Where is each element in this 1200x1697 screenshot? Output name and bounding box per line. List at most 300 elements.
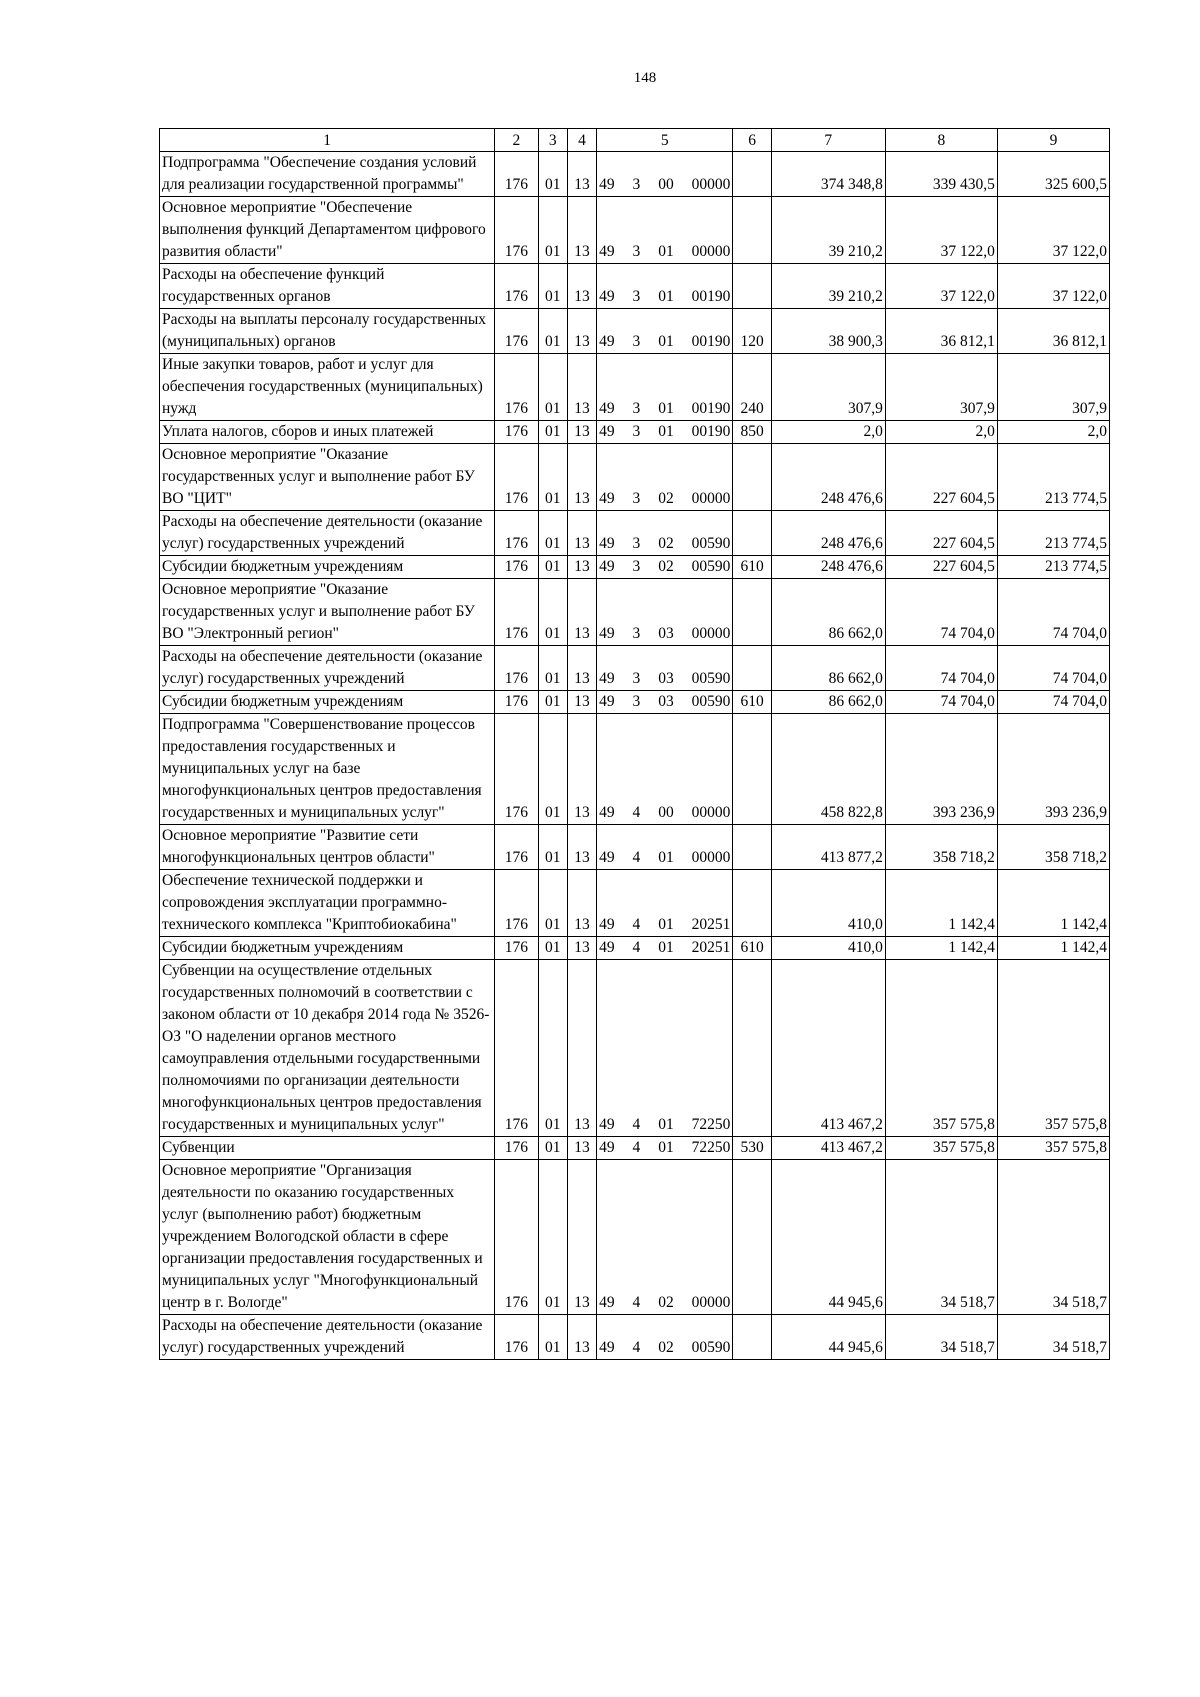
target-article-parts <box>599 668 730 690</box>
code-part: 02 <box>658 535 674 552</box>
code-part: 49 <box>599 849 615 866</box>
amount-col7: 86 662,0 <box>771 646 885 691</box>
amount-col8: 357 575,8 <box>885 960 997 1137</box>
code-part: 3 <box>632 558 641 575</box>
chapter-code: 176 <box>495 152 538 197</box>
target-article-parts <box>599 331 730 353</box>
row-name: Расходы на обеспечение деятельности (оказание услуг) государственных учреждений <box>160 1315 495 1360</box>
amount-col7: 248 476,6 <box>771 556 885 579</box>
code-part: 02 <box>658 490 674 507</box>
code-part: 00 <box>658 804 674 821</box>
table-row <box>160 444 1110 511</box>
code-part: 01 <box>658 423 674 440</box>
header-row <box>160 129 1110 152</box>
expense-type-code: 530 <box>733 1137 771 1160</box>
chapter-code: 176 <box>495 1315 538 1360</box>
code-part: 00190 <box>691 400 731 417</box>
amount-col7: 307,9 <box>771 354 885 421</box>
table-row <box>160 1137 1110 1160</box>
code-part: 3 <box>632 288 641 305</box>
expense-type-code <box>733 825 771 870</box>
table-row <box>160 264 1110 309</box>
row-name: Субсидии бюджетным учреждениям <box>160 937 495 960</box>
section-code: 01 <box>538 870 567 937</box>
section-code: 01 <box>538 646 567 691</box>
expense-type-code <box>733 646 771 691</box>
column-header: 4 <box>567 129 596 152</box>
code-part: 3 <box>632 243 641 260</box>
code-part: 3 <box>632 333 641 350</box>
expense-type-code <box>733 264 771 309</box>
target-article-code <box>597 714 733 825</box>
code-part: 49 <box>599 535 615 552</box>
amount-col7: 2,0 <box>771 421 885 444</box>
amount-col9: 357 575,8 <box>997 960 1109 1137</box>
column-header: 1 <box>160 129 495 152</box>
code-part: 4 <box>632 1139 641 1156</box>
chapter-code: 176 <box>495 579 538 646</box>
target-article-parts <box>599 691 730 713</box>
amount-col8: 37 122,0 <box>885 264 997 309</box>
subsection-code: 13 <box>567 556 596 579</box>
code-part: 00000 <box>691 176 731 193</box>
code-part: 49 <box>599 1139 615 1156</box>
chapter-code: 176 <box>495 937 538 960</box>
section-code: 01 <box>538 197 567 264</box>
budget-table <box>159 128 1110 1360</box>
code-part: 49 <box>599 670 615 687</box>
column-header: 8 <box>885 129 997 152</box>
section-code: 01 <box>538 511 567 556</box>
amount-col8: 74 704,0 <box>885 646 997 691</box>
code-part: 49 <box>599 693 615 710</box>
chapter-code: 176 <box>495 1137 538 1160</box>
amount-col9: 34 518,7 <box>997 1160 1109 1315</box>
amount-col9: 74 704,0 <box>997 691 1109 714</box>
subsection-code: 13 <box>567 197 596 264</box>
target-article-code <box>597 197 733 264</box>
code-part: 72250 <box>691 1139 731 1156</box>
chapter-code: 176 <box>495 511 538 556</box>
section-code: 01 <box>538 960 567 1137</box>
target-article-code <box>597 691 733 714</box>
code-part: 03 <box>658 670 674 687</box>
subsection-code: 13 <box>567 579 596 646</box>
table-row <box>160 197 1110 264</box>
amount-col9: 213 774,5 <box>997 556 1109 579</box>
chapter-code: 176 <box>495 1160 538 1315</box>
amount-col9: 357 575,8 <box>997 1137 1109 1160</box>
code-part: 4 <box>632 939 641 956</box>
table-row <box>160 1160 1110 1315</box>
amount-col7: 410,0 <box>771 937 885 960</box>
section-code: 01 <box>538 1137 567 1160</box>
expense-type-code <box>733 1160 771 1315</box>
code-part: 20251 <box>691 916 731 933</box>
target-article-parts <box>599 488 730 510</box>
row-name: Субвенции <box>160 1137 495 1160</box>
target-article-code <box>597 152 733 197</box>
chapter-code: 176 <box>495 825 538 870</box>
section-code: 01 <box>538 714 567 825</box>
code-part: 3 <box>632 693 641 710</box>
amount-col8: 2,0 <box>885 421 997 444</box>
code-part: 01 <box>658 1139 674 1156</box>
chapter-code: 176 <box>495 444 538 511</box>
code-part: 49 <box>599 288 615 305</box>
table-row <box>160 511 1110 556</box>
amount-col9: 1 142,4 <box>997 937 1109 960</box>
target-article-parts <box>599 556 730 578</box>
target-article-parts <box>599 914 730 936</box>
target-article-parts <box>599 1114 730 1136</box>
subsection-code: 13 <box>567 511 596 556</box>
code-part: 00590 <box>691 1339 731 1356</box>
chapter-code: 176 <box>495 714 538 825</box>
subsection-code: 13 <box>567 152 596 197</box>
target-article-parts <box>599 802 730 824</box>
code-part: 00000 <box>691 849 731 866</box>
amount-col7: 410,0 <box>771 870 885 937</box>
expense-type-code <box>733 152 771 197</box>
amount-col9: 74 704,0 <box>997 579 1109 646</box>
target-article-code <box>597 646 733 691</box>
amount-col9: 34 518,7 <box>997 1315 1109 1360</box>
expense-type-code: 240 <box>733 354 771 421</box>
code-part: 02 <box>658 1294 674 1311</box>
column-header: 5 <box>597 129 733 152</box>
code-part: 49 <box>599 1116 615 1133</box>
expense-type-code <box>733 511 771 556</box>
code-part: 3 <box>632 400 641 417</box>
section-code: 01 <box>538 309 567 354</box>
target-article-code <box>597 511 733 556</box>
code-part: 00190 <box>691 333 731 350</box>
target-article-parts <box>599 1137 730 1159</box>
target-article-code <box>597 937 733 960</box>
page-number: 148 <box>633 70 657 86</box>
amount-col7: 413 467,2 <box>771 1137 885 1160</box>
code-part: 00190 <box>691 423 731 440</box>
row-name: Подпрограмма "Совершенствование процессов предоставления государственных и муниципальных услуг на базе многофункциональных центров предоставления государственных и муниципальных услуг" <box>160 714 495 825</box>
code-part: 72250 <box>691 1116 731 1133</box>
subsection-code: 13 <box>567 825 596 870</box>
row-name: Обеспечение технической поддержки и сопровождения эксплуатации программно-технического комплекса "Криптобиокабина" <box>160 870 495 937</box>
subsection-code: 13 <box>567 714 596 825</box>
target-article-code <box>597 960 733 1137</box>
code-part: 03 <box>658 693 674 710</box>
chapter-code: 176 <box>495 354 538 421</box>
target-article-parts <box>599 937 730 959</box>
code-part: 3 <box>632 423 641 440</box>
expense-type-code <box>733 870 771 937</box>
code-part: 49 <box>599 1339 615 1356</box>
chapter-code: 176 <box>495 556 538 579</box>
chapter-code: 176 <box>495 646 538 691</box>
column-header: 9 <box>997 129 1109 152</box>
table-body <box>160 152 1110 1360</box>
chapter-code: 176 <box>495 421 538 444</box>
code-part: 3 <box>632 535 641 552</box>
row-name: Основное мероприятие "Развитие сети многофункциональных центров области" <box>160 825 495 870</box>
table-row <box>160 870 1110 937</box>
row-name: Основное мероприятие "Оказание государственных услуг и выполнение работ БУ ВО "Электронный регион" <box>160 579 495 646</box>
amount-col7: 248 476,6 <box>771 511 885 556</box>
code-part: 00000 <box>691 243 731 260</box>
section-code: 01 <box>538 421 567 444</box>
code-part: 01 <box>658 400 674 417</box>
target-article-parts <box>599 533 730 555</box>
code-part: 00590 <box>691 535 731 552</box>
target-article-parts <box>599 1292 730 1314</box>
code-part: 3 <box>632 490 641 507</box>
expense-type-code: 610 <box>733 937 771 960</box>
column-header: 6 <box>733 129 771 152</box>
code-part: 4 <box>632 1339 641 1356</box>
expense-type-code <box>733 960 771 1137</box>
amount-col8: 358 718,2 <box>885 825 997 870</box>
subsection-code: 13 <box>567 691 596 714</box>
section-code: 01 <box>538 444 567 511</box>
amount-col9: 358 718,2 <box>997 825 1109 870</box>
target-article-code <box>597 579 733 646</box>
column-header: 3 <box>538 129 567 152</box>
code-part: 3 <box>632 670 641 687</box>
code-part: 20251 <box>691 939 731 956</box>
amount-col7: 413 877,2 <box>771 825 885 870</box>
amount-col8: 393 236,9 <box>885 714 997 825</box>
amount-col7: 413 467,2 <box>771 960 885 1137</box>
amount-col7: 44 945,6 <box>771 1315 885 1360</box>
amount-col8: 357 575,8 <box>885 1137 997 1160</box>
target-article-parts <box>599 286 730 308</box>
code-part: 49 <box>599 1294 615 1311</box>
target-article-code <box>597 354 733 421</box>
amount-col9: 36 812,1 <box>997 309 1109 354</box>
code-part: 49 <box>599 423 615 440</box>
code-part: 00000 <box>691 1294 731 1311</box>
code-part: 00 <box>658 176 674 193</box>
amount-col8: 36 812,1 <box>885 309 997 354</box>
expense-type-code: 610 <box>733 691 771 714</box>
code-part: 49 <box>599 916 615 933</box>
subsection-code: 13 <box>567 870 596 937</box>
code-part: 01 <box>658 1116 674 1133</box>
chapter-code: 176 <box>495 309 538 354</box>
table-row <box>160 309 1110 354</box>
target-article-code <box>597 556 733 579</box>
amount-col7: 86 662,0 <box>771 691 885 714</box>
subsection-code: 13 <box>567 444 596 511</box>
chapter-code: 176 <box>495 960 538 1137</box>
expense-type-code <box>733 197 771 264</box>
code-part: 4 <box>632 849 641 866</box>
target-article-parts <box>599 623 730 645</box>
code-part: 3 <box>632 625 641 642</box>
code-part: 49 <box>599 490 615 507</box>
amount-col9: 213 774,5 <box>997 444 1109 511</box>
section-code: 01 <box>538 264 567 309</box>
table-row <box>160 714 1110 825</box>
code-part: 01 <box>658 939 674 956</box>
code-part: 49 <box>599 333 615 350</box>
code-part: 49 <box>599 804 615 821</box>
code-part: 4 <box>632 1116 641 1133</box>
code-part: 00590 <box>691 558 731 575</box>
code-part: 4 <box>632 916 641 933</box>
code-part: 49 <box>599 243 615 260</box>
amount-col7: 248 476,6 <box>771 444 885 511</box>
code-part: 00000 <box>691 804 731 821</box>
target-article-code <box>597 309 733 354</box>
row-name: Уплата налогов, сборов и иных платежей <box>160 421 495 444</box>
code-part: 00190 <box>691 288 731 305</box>
row-name: Расходы на обеспечение деятельности (оказание услуг) государственных учреждений <box>160 646 495 691</box>
amount-col9: 325 600,5 <box>997 152 1109 197</box>
amount-col7: 458 822,8 <box>771 714 885 825</box>
chapter-code: 176 <box>495 264 538 309</box>
section-code: 01 <box>538 354 567 421</box>
table-row <box>160 691 1110 714</box>
code-part: 49 <box>599 625 615 642</box>
expense-type-code <box>733 444 771 511</box>
amount-col9: 74 704,0 <box>997 646 1109 691</box>
amount-col9: 1 142,4 <box>997 870 1109 937</box>
target-article-parts <box>599 847 730 869</box>
target-article-code <box>597 264 733 309</box>
subsection-code: 13 <box>567 960 596 1137</box>
table-row <box>160 937 1110 960</box>
amount-col9: 37 122,0 <box>997 264 1109 309</box>
subsection-code: 13 <box>567 1137 596 1160</box>
subsection-code: 13 <box>567 1315 596 1360</box>
table-row <box>160 354 1110 421</box>
row-name: Основное мероприятие "Оказание государственных услуг и выполнение работ БУ ВО "ЦИТ" <box>160 444 495 511</box>
amount-col7: 374 348,8 <box>771 152 885 197</box>
code-part: 01 <box>658 288 674 305</box>
code-part: 4 <box>632 1294 641 1311</box>
target-article-parts <box>599 174 730 196</box>
amount-col8: 1 142,4 <box>885 937 997 960</box>
section-code: 01 <box>538 579 567 646</box>
table-row <box>160 421 1110 444</box>
subsection-code: 13 <box>567 421 596 444</box>
column-header: 2 <box>495 129 538 152</box>
section-code: 01 <box>538 825 567 870</box>
subsection-code: 13 <box>567 309 596 354</box>
amount-col9: 393 236,9 <box>997 714 1109 825</box>
row-name: Основное мероприятие "Обеспечение выполнения функций Департаментом цифрового развития области" <box>160 197 495 264</box>
subsection-code: 13 <box>567 1160 596 1315</box>
expense-type-code: 850 <box>733 421 771 444</box>
amount-col7: 38 900,3 <box>771 309 885 354</box>
expense-type-code: 610 <box>733 556 771 579</box>
expense-type-code: 120 <box>733 309 771 354</box>
row-name: Субвенции на осуществление отдельных государственных полномочий в соответствии с законом области от 10 декабря 2014 года № 3526-ОЗ "О наделении органов местного самоуправления отдельными государственными полномочиями по организации деятельности многофункциональных центров предоставления государственных и муниципальных услуг" <box>160 960 495 1137</box>
amount-col7: 86 662,0 <box>771 579 885 646</box>
row-name: Расходы на обеспечение функций государственных органов <box>160 264 495 309</box>
amount-col8: 34 518,7 <box>885 1315 997 1360</box>
table-row <box>160 960 1110 1137</box>
table-row <box>160 556 1110 579</box>
table-row <box>160 646 1110 691</box>
row-name: Субсидии бюджетным учреждениям <box>160 691 495 714</box>
code-part: 03 <box>658 625 674 642</box>
expense-type-code <box>733 714 771 825</box>
code-part: 3 <box>632 176 641 193</box>
target-article-code <box>597 1160 733 1315</box>
amount-col8: 227 604,5 <box>885 444 997 511</box>
chapter-code: 176 <box>495 197 538 264</box>
code-part: 01 <box>658 333 674 350</box>
table-row <box>160 1315 1110 1360</box>
code-part: 01 <box>658 849 674 866</box>
target-article-code <box>597 825 733 870</box>
code-part: 49 <box>599 939 615 956</box>
amount-col8: 37 122,0 <box>885 197 997 264</box>
target-article-parts <box>599 421 730 443</box>
amount-col9: 37 122,0 <box>997 197 1109 264</box>
amount-col8: 227 604,5 <box>885 556 997 579</box>
subsection-code: 13 <box>567 646 596 691</box>
code-part: 49 <box>599 558 615 575</box>
expense-type-code <box>733 579 771 646</box>
code-part: 01 <box>658 243 674 260</box>
code-part: 02 <box>658 1339 674 1356</box>
subsection-code: 13 <box>567 937 596 960</box>
expense-type-code <box>733 1315 771 1360</box>
code-part: 01 <box>658 916 674 933</box>
row-name: Расходы на обеспечение деятельности (оказание услуг) государственных учреждений <box>160 511 495 556</box>
code-part: 00000 <box>691 625 731 642</box>
section-code: 01 <box>538 152 567 197</box>
target-article-code <box>597 421 733 444</box>
amount-col8: 1 142,4 <box>885 870 997 937</box>
subsection-code: 13 <box>567 354 596 421</box>
target-article-code <box>597 1315 733 1360</box>
column-header: 7 <box>771 129 885 152</box>
target-article-parts <box>599 1337 730 1359</box>
chapter-code: 176 <box>495 691 538 714</box>
target-article-code <box>597 1137 733 1160</box>
amount-col7: 44 945,6 <box>771 1160 885 1315</box>
amount-col7: 39 210,2 <box>771 264 885 309</box>
section-code: 01 <box>538 1160 567 1315</box>
amount-col8: 307,9 <box>885 354 997 421</box>
target-article-code <box>597 870 733 937</box>
row-name: Субсидии бюджетным учреждениям <box>160 556 495 579</box>
subsection-code: 13 <box>567 264 596 309</box>
row-name: Подпрограмма "Обеспечение создания условий для реализации государственной программы" <box>160 152 495 197</box>
row-name: Иные закупки товаров, работ и услуг для обеспечения государственных (муниципальных) нужд <box>160 354 495 421</box>
amount-col8: 227 604,5 <box>885 511 997 556</box>
table-row <box>160 825 1110 870</box>
amount-col9: 213 774,5 <box>997 511 1109 556</box>
section-code: 01 <box>538 691 567 714</box>
table-row <box>160 152 1110 197</box>
amount-col9: 2,0 <box>997 421 1109 444</box>
target-article-parts <box>599 398 730 420</box>
code-part: 49 <box>599 400 615 417</box>
section-code: 01 <box>538 937 567 960</box>
code-part: 00590 <box>691 693 731 710</box>
amount-col8: 34 518,7 <box>885 1160 997 1315</box>
code-part: 4 <box>632 804 641 821</box>
amount-col8: 74 704,0 <box>885 691 997 714</box>
table-row <box>160 579 1110 646</box>
section-code: 01 <box>538 556 567 579</box>
code-part: 49 <box>599 176 615 193</box>
